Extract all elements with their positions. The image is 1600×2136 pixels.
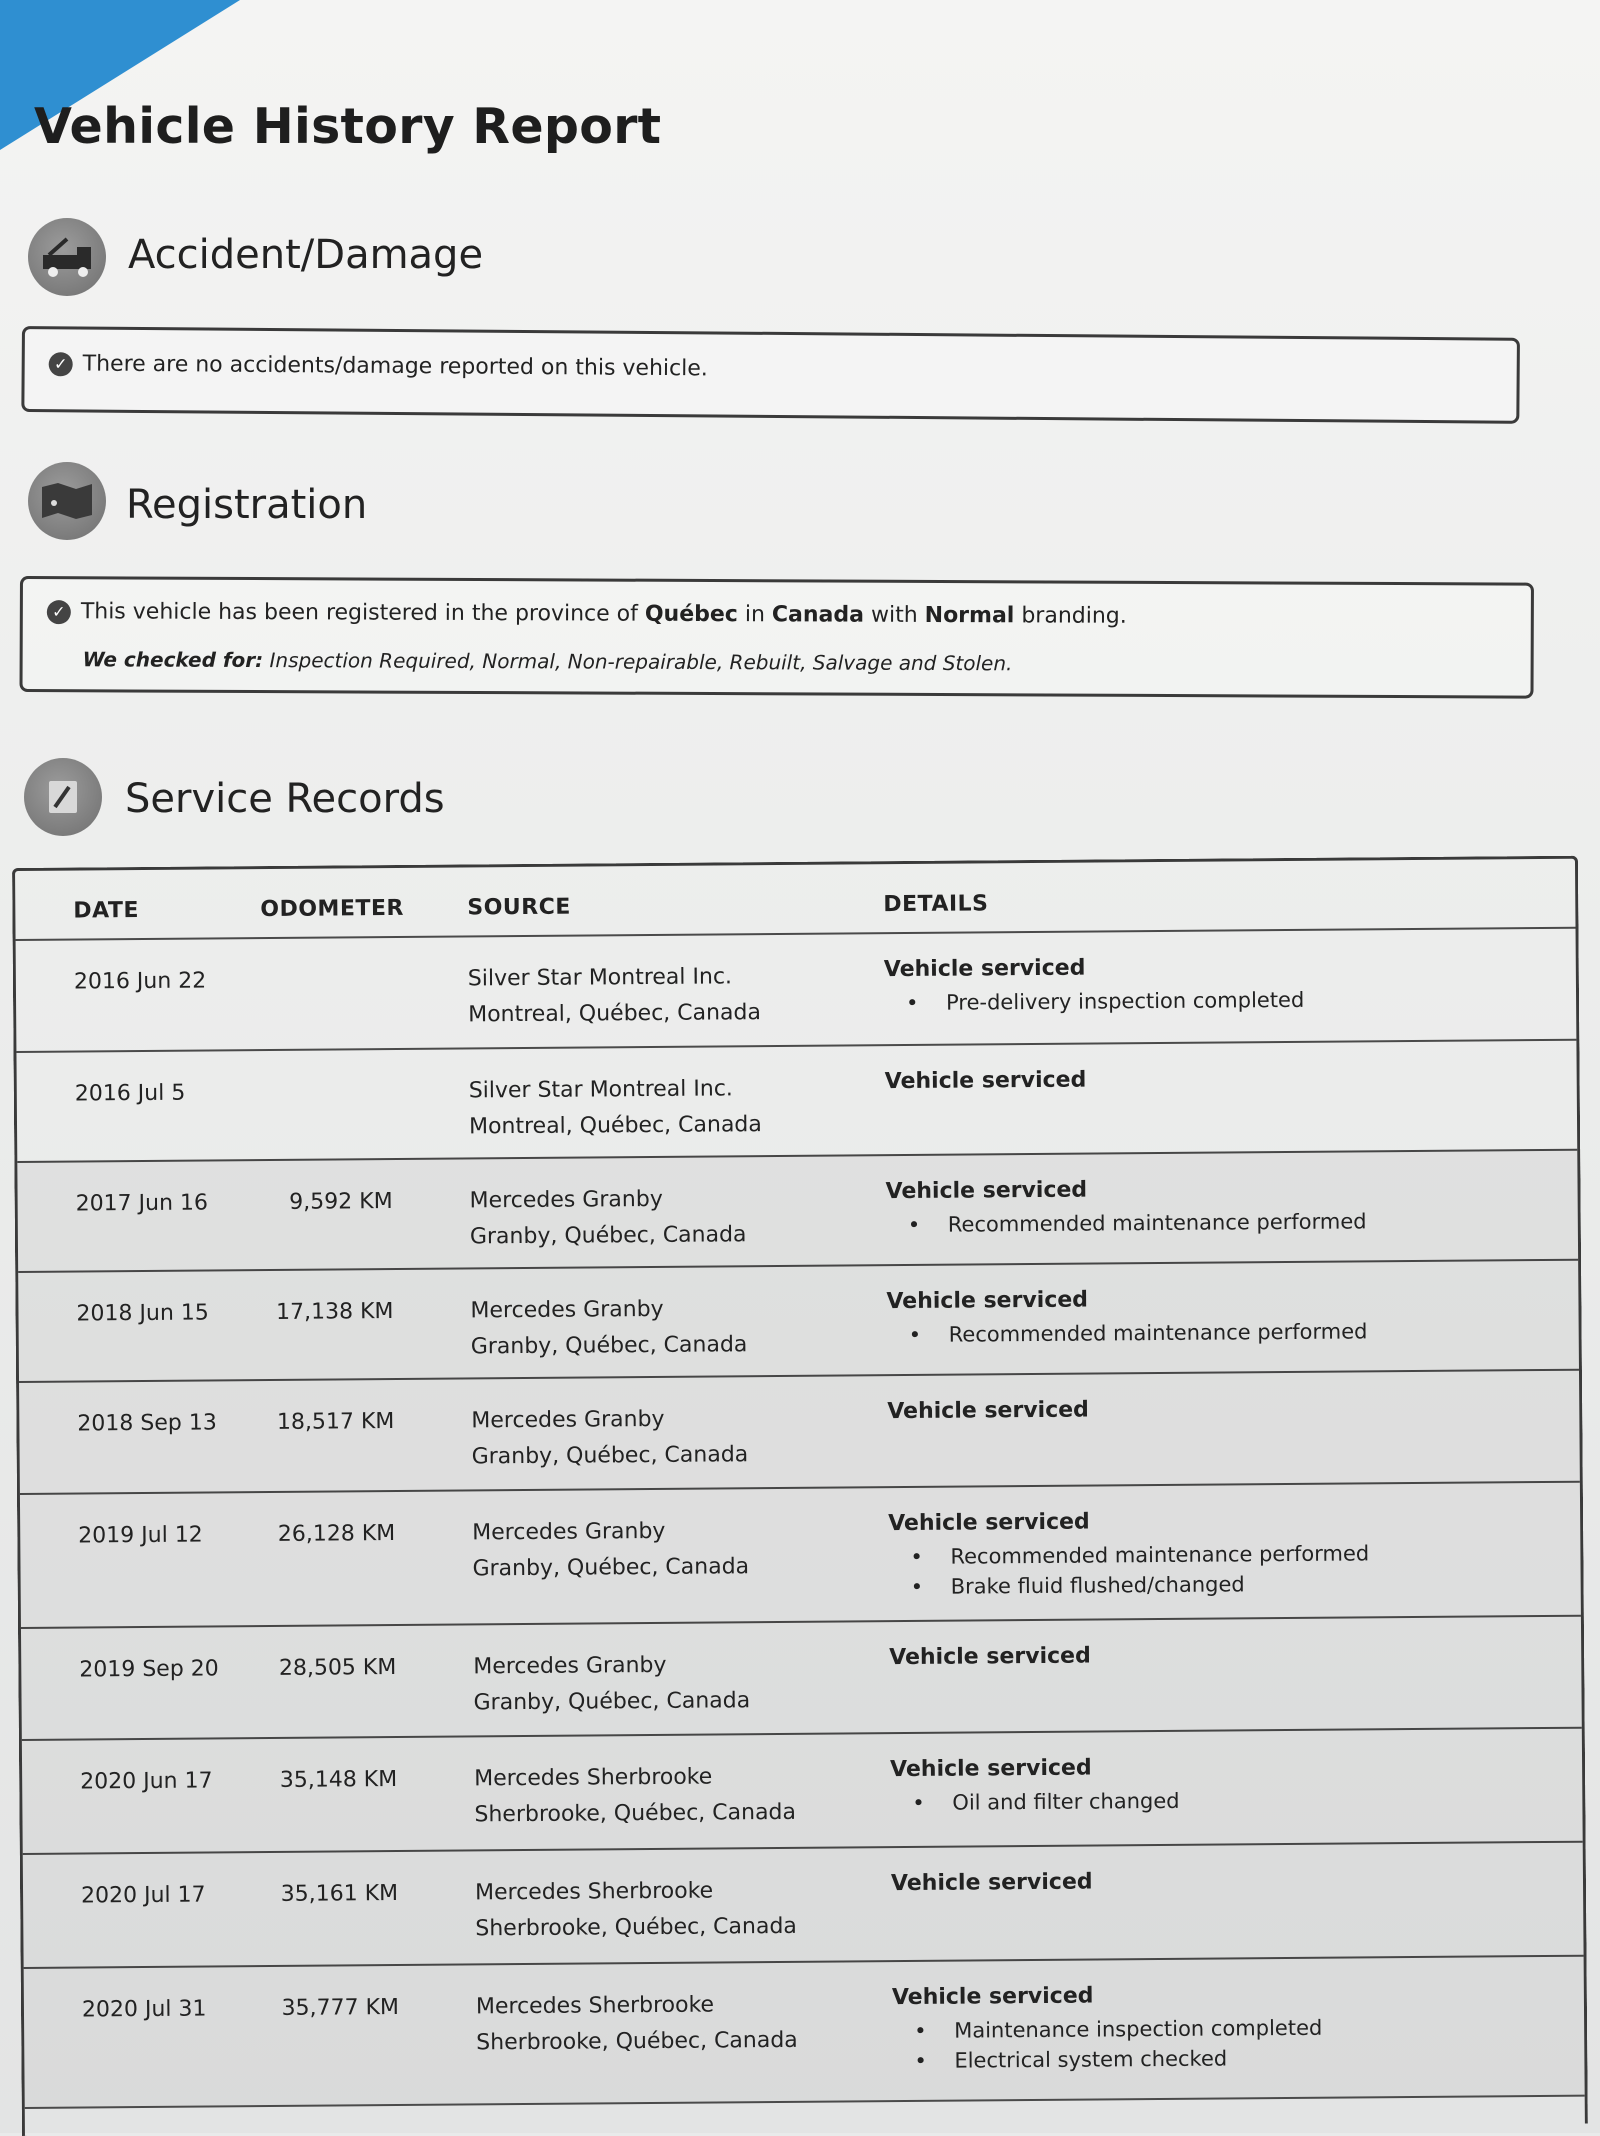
row-details bbox=[890, 1747, 1550, 1818]
detail-item: • Electrical system checked bbox=[892, 2041, 1552, 2076]
accident-message-line bbox=[49, 351, 708, 381]
source-name: Mercedes Granby bbox=[470, 1296, 664, 1324]
row-source bbox=[469, 1071, 762, 1145]
row-odometer bbox=[261, 962, 391, 963]
row-odometer: 35,161 KM bbox=[280, 1880, 399, 1907]
row-details bbox=[885, 1059, 1545, 1100]
detail-list bbox=[892, 2011, 1552, 2076]
detail-list bbox=[886, 1205, 1546, 1240]
row-source bbox=[475, 1873, 797, 1948]
source-name: Mercedes Granby bbox=[473, 1652, 667, 1680]
source-name: Mercedes Granby bbox=[469, 1186, 663, 1214]
source-location: Granby, Québec, Canada bbox=[471, 1442, 749, 1470]
detail-list bbox=[890, 1783, 1550, 1818]
tow-truck-icon bbox=[28, 218, 106, 296]
source-name: Silver Star Montreal Inc. bbox=[468, 1076, 733, 1104]
registration-checked-line bbox=[83, 647, 1013, 675]
table-row bbox=[16, 1039, 1577, 1163]
registration-msg-in: in bbox=[737, 602, 772, 628]
table-row bbox=[16, 927, 1577, 1053]
row-source bbox=[472, 1513, 749, 1587]
source-location: Granby, Québec, Canada bbox=[470, 1332, 748, 1360]
detail-title: Vehicle serviced bbox=[885, 1177, 1088, 1205]
source-location: Montreal, Québec, Canada bbox=[468, 1112, 762, 1140]
row-date: 2017 Jun 16 bbox=[75, 1190, 209, 1217]
row-details bbox=[891, 1861, 1551, 1902]
registration-notice bbox=[19, 576, 1533, 699]
accident-heading: Accident/Damage bbox=[128, 232, 484, 278]
row-odometer: 9,592 KM bbox=[289, 1189, 393, 1215]
registration-msg-with: with bbox=[863, 602, 925, 628]
source-location: Granby, Québec, Canada bbox=[469, 1222, 747, 1250]
row-odometer bbox=[262, 1074, 392, 1075]
row-shade bbox=[23, 1841, 1584, 1967]
row-source bbox=[474, 1759, 796, 1834]
row-date: 2020 Jul 17 bbox=[80, 1882, 206, 1909]
row-details bbox=[892, 1975, 1553, 2076]
registration-msg-suffix: branding. bbox=[1014, 603, 1127, 629]
detail-title: Vehicle serviced bbox=[890, 1869, 1093, 1897]
check-circle-icon: ✓ bbox=[49, 352, 73, 376]
detail-item: • Recommended maintenance performed bbox=[886, 1205, 1546, 1240]
row-source bbox=[470, 1291, 747, 1365]
row-date: 2020 Jun 17 bbox=[80, 1768, 213, 1795]
detail-item: • Oil and filter changed bbox=[890, 1783, 1550, 1818]
source-location: Montreal, Québec, Canada bbox=[468, 1000, 762, 1028]
row-source bbox=[473, 1647, 750, 1721]
wrench-icon bbox=[24, 758, 102, 836]
source-name: Mercedes Sherbrooke bbox=[474, 1764, 713, 1792]
row-details bbox=[886, 1279, 1546, 1350]
table-row bbox=[23, 1841, 1584, 1969]
detail-list bbox=[888, 1537, 1548, 1602]
detail-item: • Recommended maintenance performed bbox=[888, 1537, 1548, 1572]
col-details: DETAILS bbox=[883, 891, 989, 918]
table-row bbox=[21, 1615, 1582, 1741]
row-odometer: 18,517 KM bbox=[276, 1409, 395, 1435]
source-name: Mercedes Granby bbox=[472, 1518, 666, 1546]
table-row bbox=[22, 1727, 1583, 1855]
registration-message bbox=[47, 599, 1127, 629]
row-shade bbox=[19, 1369, 1580, 1493]
check-circle-icon: ✓ bbox=[47, 600, 71, 624]
checked-label: We checked for: bbox=[82, 647, 264, 673]
row-odometer: 35,148 KM bbox=[279, 1767, 398, 1793]
source-name: Mercedes Sherbrooke bbox=[475, 1992, 715, 2020]
service-records-table bbox=[12, 856, 1588, 2136]
detail-title: Vehicle serviced bbox=[884, 1067, 1087, 1095]
table-row bbox=[24, 1955, 1585, 2109]
row-date: 2019 Sep 20 bbox=[79, 1656, 219, 1683]
map-icon bbox=[28, 462, 106, 540]
table-row bbox=[19, 1369, 1580, 1495]
detail-list bbox=[884, 983, 1544, 1018]
accident-notice bbox=[21, 326, 1520, 424]
table-row bbox=[17, 1149, 1578, 1273]
row-date: 2016 Jun 22 bbox=[73, 968, 207, 995]
row-date: 2019 Jul 12 bbox=[78, 1522, 203, 1549]
source-location: Sherbrooke, Québec, Canada bbox=[474, 1799, 797, 1828]
detail-title: Vehicle serviced bbox=[889, 1643, 1091, 1671]
row-shade bbox=[21, 1615, 1582, 1739]
source-location: Sherbrooke, Québec, Canada bbox=[475, 1913, 797, 1942]
table-row bbox=[18, 1259, 1579, 1383]
registration-province: Québec bbox=[644, 601, 738, 628]
row-details bbox=[887, 1389, 1547, 1430]
service-heading: Service Records bbox=[125, 776, 445, 822]
source-location: Granby, Québec, Canada bbox=[473, 1688, 751, 1716]
registration-msg-prefix: This vehicle has been registered in the province of bbox=[80, 599, 645, 627]
checked-items: Inspection Required, Normal, Non-repairable, Rebuilt, Salvage and Stolen. bbox=[263, 648, 1013, 676]
detail-title: Vehicle serviced bbox=[883, 955, 1086, 983]
detail-title: Vehicle serviced bbox=[890, 1755, 1092, 1783]
source-location: Granby, Québec, Canada bbox=[472, 1554, 750, 1582]
report-title: Vehicle History Report bbox=[34, 98, 662, 155]
row-source bbox=[469, 1181, 746, 1255]
row-date: 2020 Jul 31 bbox=[81, 1996, 207, 2023]
registration-branding: Normal bbox=[924, 602, 1015, 629]
registration-heading: Registration bbox=[126, 482, 368, 528]
row-source bbox=[471, 1401, 748, 1475]
col-date: DATE bbox=[73, 898, 140, 924]
detail-title: Vehicle serviced bbox=[891, 1983, 1094, 2011]
table-row bbox=[20, 1481, 1581, 1629]
detail-item: • Maintenance inspection completed bbox=[892, 2011, 1552, 2046]
source-location: Sherbrooke, Québec, Canada bbox=[476, 2027, 798, 2056]
row-odometer: 17,138 KM bbox=[276, 1299, 394, 1325]
detail-title: Vehicle serviced bbox=[886, 1287, 1089, 1315]
detail-item: • Pre-delivery inspection completed bbox=[884, 983, 1544, 1018]
row-odometer: 28,505 KM bbox=[278, 1655, 397, 1681]
row-details bbox=[884, 947, 1544, 1018]
row-odometer: 26,128 KM bbox=[277, 1521, 396, 1547]
row-date: 2018 Jun 15 bbox=[76, 1300, 209, 1327]
accident-message: There are no accidents/damage reported on this vehicle. bbox=[82, 351, 708, 382]
source-name: Mercedes Sherbrooke bbox=[474, 1878, 714, 1906]
detail-list bbox=[887, 1315, 1547, 1350]
registration-country: Canada bbox=[771, 602, 865, 628]
row-date: 2016 Jul 5 bbox=[74, 1080, 186, 1107]
source-name: Silver Star Montreal Inc. bbox=[467, 964, 733, 992]
row-source bbox=[476, 1987, 798, 2062]
detail-item: • Brake fluid flushed/changed bbox=[889, 1567, 1549, 1602]
detail-title: Vehicle serviced bbox=[887, 1397, 1089, 1425]
row-details bbox=[889, 1635, 1549, 1676]
col-source: SOURCE bbox=[467, 894, 571, 921]
row-details bbox=[885, 1169, 1545, 1240]
row-date: 2018 Sep 13 bbox=[77, 1410, 217, 1437]
detail-item: • Recommended maintenance performed bbox=[887, 1315, 1547, 1350]
col-odometer: ODOMETER bbox=[260, 895, 404, 923]
row-odometer: 35,777 KM bbox=[281, 1994, 400, 2021]
row-source bbox=[468, 959, 761, 1033]
detail-title: Vehicle serviced bbox=[888, 1509, 1090, 1537]
row-details bbox=[888, 1501, 1549, 1602]
source-name: Mercedes Granby bbox=[471, 1406, 665, 1434]
